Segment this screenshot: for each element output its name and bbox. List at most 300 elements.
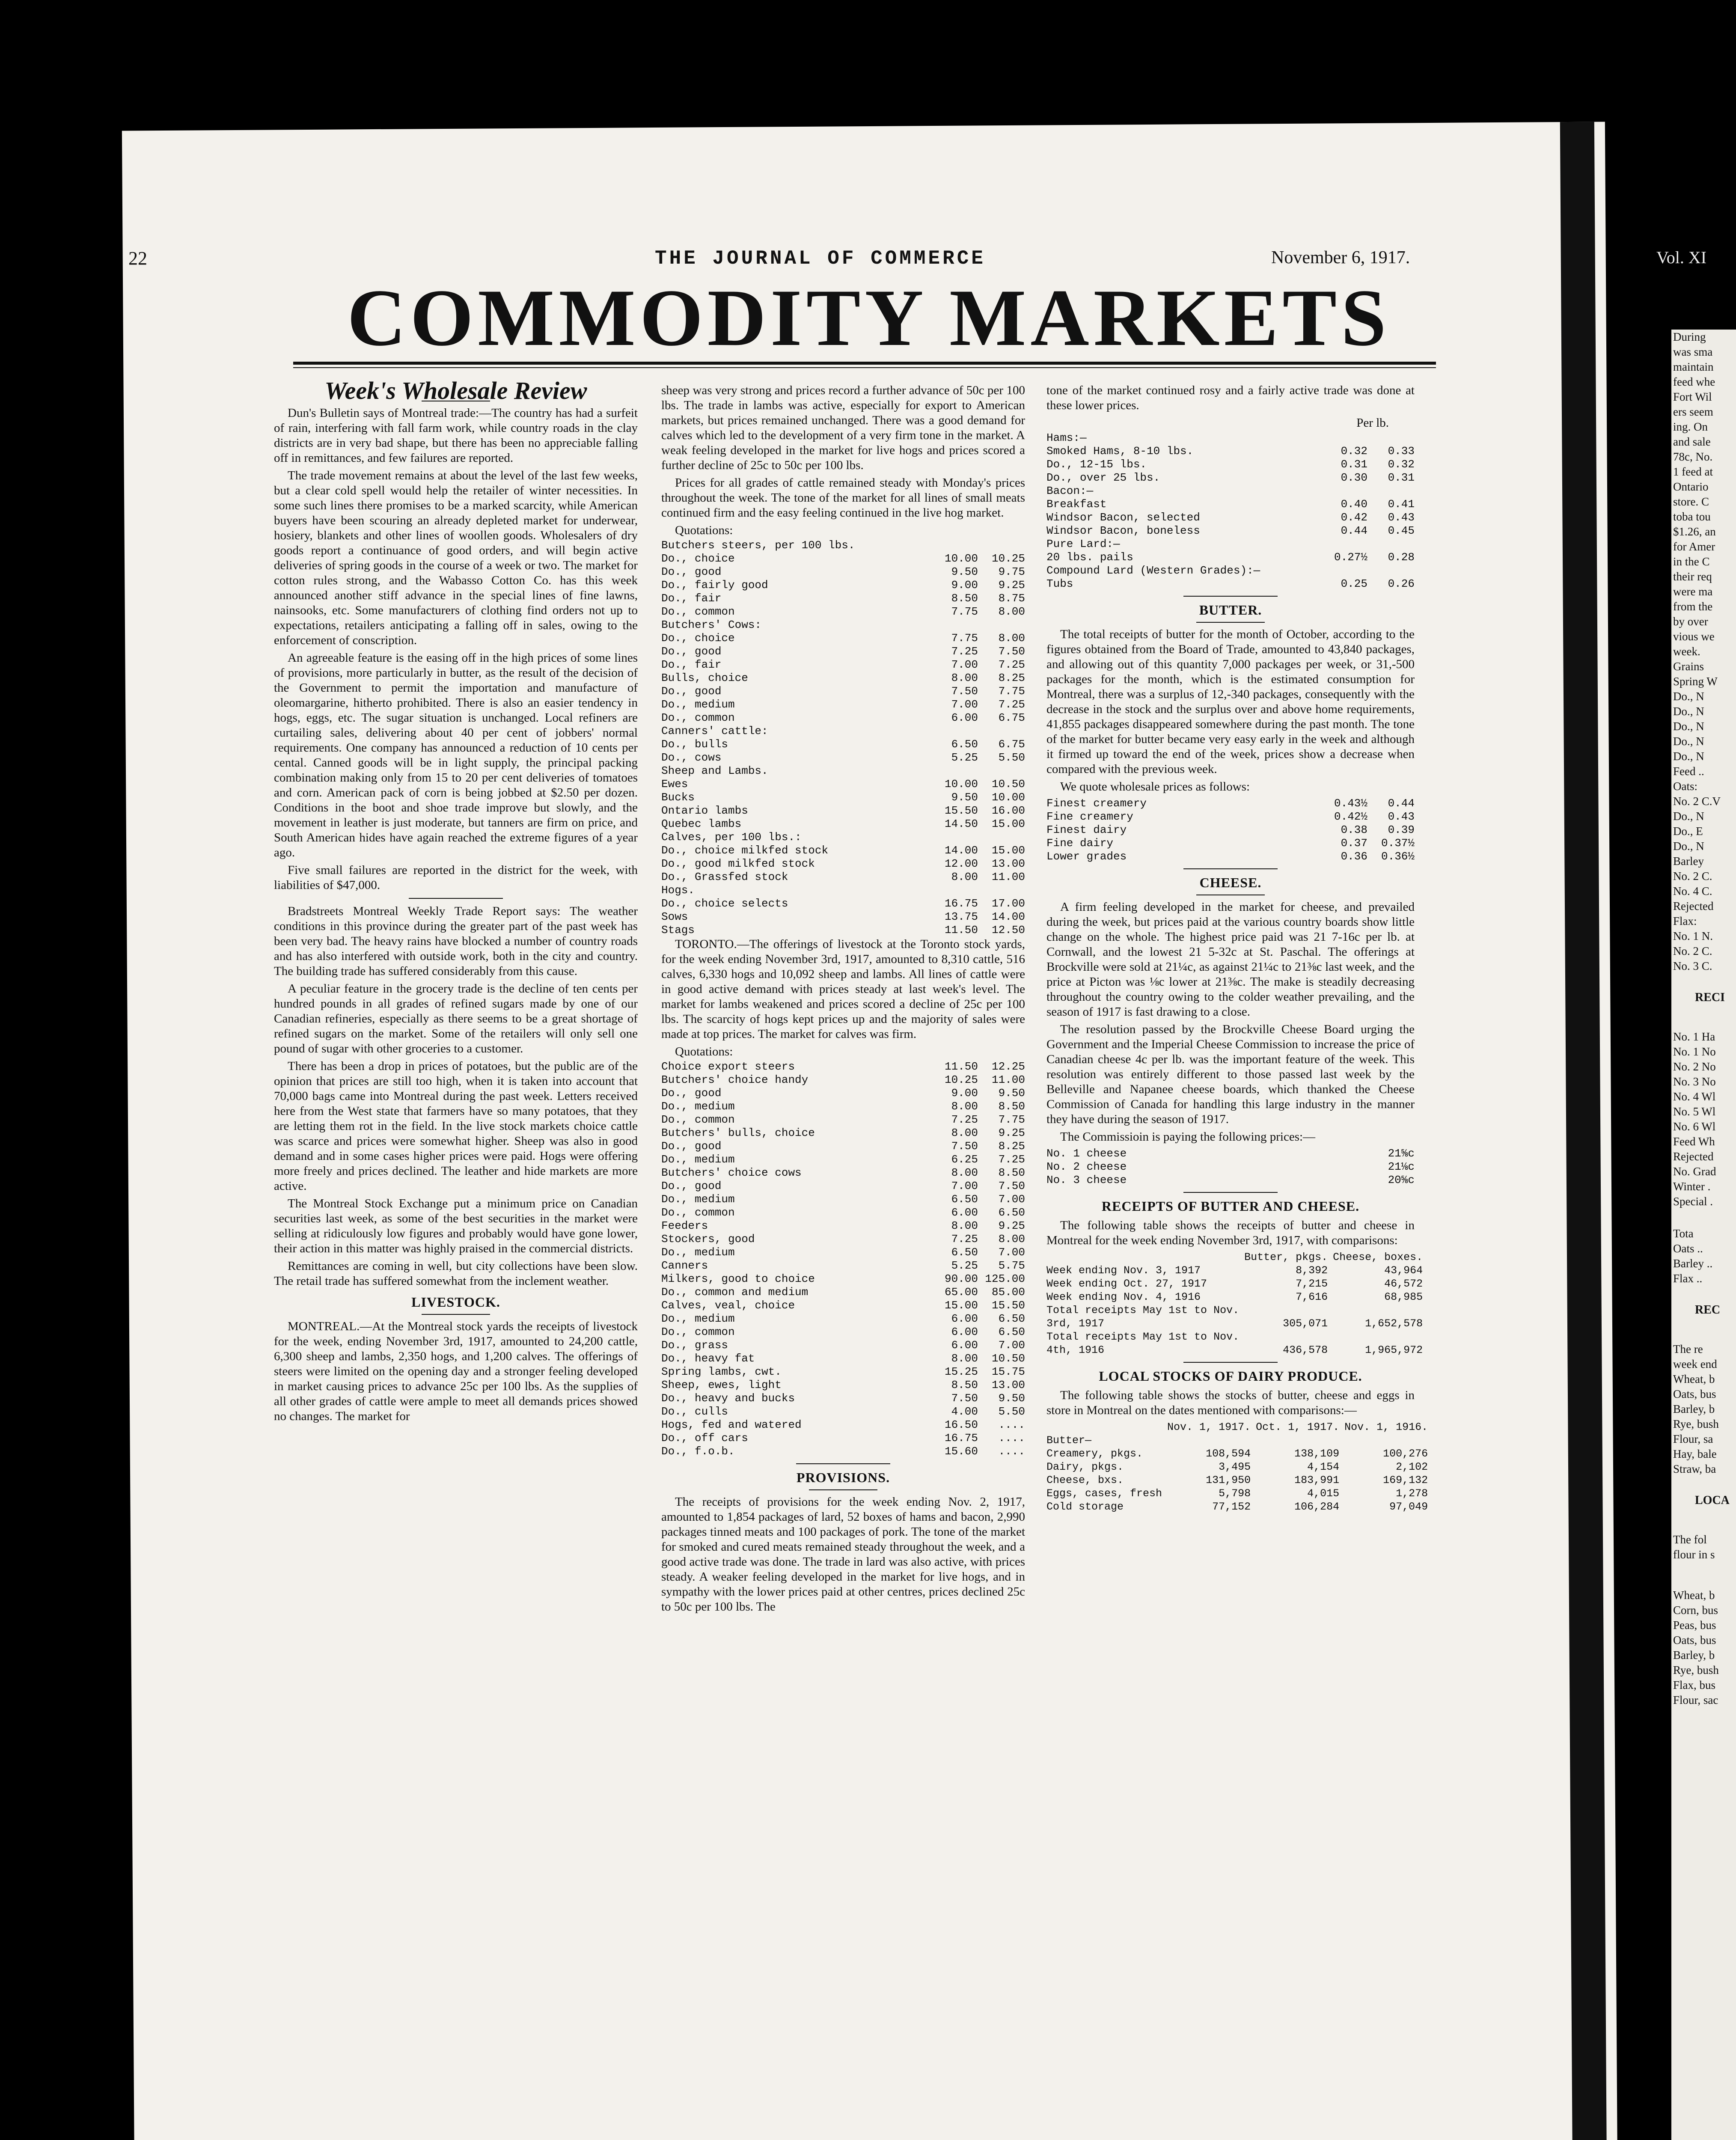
quote-row <box>1046 484 1415 498</box>
quote-value: .... <box>998 1418 1025 1431</box>
quote-value <box>931 764 978 778</box>
cell-value: 8,392 <box>1296 1264 1328 1277</box>
quote-value: 7.75 <box>998 1113 1025 1126</box>
quote-row <box>661 1140 1025 1153</box>
quote-label: Do., bulls <box>661 738 728 751</box>
quote-label: Milkers, good to choice <box>661 1272 815 1285</box>
quote-row <box>661 1166 1025 1180</box>
quote-row <box>661 1206 1025 1219</box>
row-label: Cheese, bxs. <box>1046 1474 1124 1486</box>
quote-value: 0.38 <box>1341 823 1367 836</box>
quote-row <box>661 618 1025 632</box>
facing-page-line: Hay, bale <box>1673 1447 1717 1460</box>
quote-label: Calves, veal, choice <box>661 1299 795 1312</box>
quote-label: Bacon:— <box>1046 484 1094 497</box>
facing-page-line: Flax: <box>1673 915 1697 927</box>
quote-row <box>661 804 1025 817</box>
quote-row <box>661 1087 1025 1100</box>
column-header: Nov. 1, 1916. <box>1344 1421 1428 1433</box>
cheese-resolution-text: The resolution passed by the Brockville Cheese Board urging the Government and the Imperial Cheese Commission to increase the price of Canadian cheese 4c per lb. was the important feature of the week. This resolution was entirely different to those passed last week by the Belleville and Napanee cheese boards, which thanked the Cheese Commission of Canada for handling this large industry in the manner they have during the season of 1917. <box>1046 1022 1415 1126</box>
quote-label: Butchers' bulls, choice <box>661 1126 815 1139</box>
quote-value: 7.50 <box>998 1180 1025 1192</box>
quote-value: 8.50 <box>951 1379 978 1391</box>
cell-value: 5,798 <box>1219 1487 1251 1500</box>
quote-value: 10.00 <box>991 791 1025 804</box>
quote-label: Do., choice selects <box>661 897 788 910</box>
quote-label: Do., fairly good <box>661 579 768 591</box>
quote-row <box>1046 511 1415 524</box>
quote-value: 10.25 <box>944 1073 978 1086</box>
quote-value: 9.50 <box>951 565 978 578</box>
livestock-text: MONTREAL.—At the Montreal stock yards the receipts of livestock for the week, ending November 3rd, 1917, amounted to 24,200 cattle, 6,300 sheep and lambs, 2,350 hogs, and 1,200 calves. The offerings of steers were limited on the opening day and a stronger feeling developed in market causing prices to advance 25c per 100 lbs. As the supplies of all other grades of cattle were ample to meet all demands prices showed no changes. The market for <box>274 1320 638 1423</box>
quote-value: 12.25 <box>991 1060 1025 1073</box>
facing-page-heading: LOCA <box>1695 1494 1730 1507</box>
facing-page-line: Barley, b <box>1673 1649 1715 1661</box>
quote-row <box>661 605 1025 618</box>
facing-page-line: in the C <box>1673 555 1710 568</box>
quote-row <box>1046 797 1415 810</box>
quote-value: 8.00 <box>998 605 1025 618</box>
quote-label: Canners' cattle: <box>661 725 768 737</box>
quote-value: 8.00 <box>951 672 978 684</box>
quote-label: Do., good milkfed stock <box>661 857 815 870</box>
row-label: Week ending Nov. 3, 1917 <box>1046 1264 1201 1277</box>
quote-label: Do., cows <box>661 751 722 764</box>
quote-value: 5.25 <box>951 1259 978 1272</box>
facing-page-line: Oats .. <box>1673 1242 1703 1255</box>
quote-label: Do., common <box>661 605 735 618</box>
facing-page-line: No. 2 C. <box>1673 870 1712 883</box>
quote-value: 14.00 <box>944 844 978 857</box>
quote-value: 0.43½ <box>1334 797 1367 810</box>
facing-page-line: Winter . <box>1673 1180 1711 1193</box>
facing-page-line: and sale <box>1673 435 1711 448</box>
quote-value <box>1367 484 1415 498</box>
quote-label: Do., f.o.b. <box>661 1445 735 1458</box>
quote-value: 7.25 <box>951 1233 978 1245</box>
quote-label: Windsor Bacon, selected <box>1046 511 1200 524</box>
facing-page-line: Do., N <box>1673 690 1704 703</box>
quote-row <box>661 698 1025 711</box>
quote-row <box>661 897 1025 910</box>
quote-label: Choice export steers <box>661 1060 795 1073</box>
facing-page-line: 1 feed at <box>1673 465 1713 478</box>
quote-value: 11.50 <box>944 924 978 936</box>
quote-value: 90.00 <box>944 1272 978 1285</box>
quote-value <box>978 618 1025 632</box>
column-header: Cheese, boxes. <box>1333 1251 1423 1263</box>
quote-label: Do., medium <box>661 1100 735 1113</box>
quote-value: 12.00 <box>944 857 978 870</box>
cheese-text: A firm feeling developed in the market for cheese, and prevailed during the week, but prices paid at the various country boards show little change on the whole. The highest price paid was 21 7-16c per lb. at Cornwall, and the lowest 21 5-32c at St. Paschal. The offerings at Brockville were sold at 21¼c, as against 21¼c to 21⅜c last week, and the price at Picton was ⅛c lower at 21⅜c. The make is steadily decreasing throughout the country owing to the colder weather prevailing, and the season of 1917 is fast drawing to a close. <box>1046 900 1415 1019</box>
quote-value: 125.00 <box>985 1272 1025 1285</box>
cell-value: 106,284 <box>1294 1501 1340 1513</box>
quote-value: 7.25 <box>951 1113 978 1126</box>
facing-page-line: Grains <box>1673 660 1704 673</box>
quote-row <box>661 884 1025 897</box>
quote-label: Sheep and Lambs. <box>661 764 768 777</box>
quote-value: 8.75 <box>998 592 1025 605</box>
quote-value: 9.25 <box>998 1219 1025 1232</box>
quote-row <box>661 592 1025 605</box>
quote-value <box>978 884 1025 897</box>
butter-prices <box>1046 797 1415 863</box>
quote-value <box>978 831 1025 844</box>
cheese-heading: CHEESE. <box>1199 875 1262 890</box>
quote-row <box>661 552 1025 565</box>
facing-page-line: Rejected <box>1673 900 1714 912</box>
table-row <box>1046 1460 1428 1474</box>
facing-page-line: Corn, bus <box>1673 1604 1718 1617</box>
quote-value: 13.00 <box>991 1379 1025 1391</box>
quote-value: 15.00 <box>991 844 1025 857</box>
facing-page-line: Tota <box>1673 1227 1694 1240</box>
facing-page-line: Straw, ba <box>1673 1462 1716 1475</box>
quote-row <box>661 565 1025 579</box>
quote-row <box>661 1060 1025 1073</box>
quote-label: Do., medium <box>661 1153 735 1166</box>
facing-page-line: their req <box>1673 570 1712 583</box>
quote-value: 11.00 <box>991 1073 1025 1086</box>
quote-label: Do., heavy fat <box>661 1352 755 1365</box>
quote-row <box>661 725 1025 738</box>
facing-page-line: No. 2 C. <box>1673 945 1712 957</box>
cell-value: 7,215 <box>1296 1278 1328 1290</box>
quote-row <box>661 1193 1025 1206</box>
quote-label: Finest creamery <box>1046 797 1147 810</box>
quote-value <box>931 618 978 632</box>
quote-value: 7.50 <box>951 1392 978 1405</box>
facing-page-line: Spring W <box>1673 675 1718 688</box>
quote-value: 6.75 <box>998 738 1025 751</box>
bradstreets-report-text <box>274 904 638 1289</box>
facing-page-line: Do., N <box>1673 750 1704 763</box>
paragraph: Five small failures are reported in the district for the week, with liabilities of $47,000. <box>274 863 638 892</box>
quote-label: Breakfast <box>1046 498 1107 511</box>
quote-value: 0.44 <box>1388 797 1415 810</box>
facing-page-line: Flour, sa <box>1673 1433 1713 1445</box>
row-label: 3rd, 1917 <box>1046 1317 1105 1330</box>
quote-value: 0.37½ <box>1381 837 1415 850</box>
quote-value: 20⅝c <box>1388 1174 1415 1186</box>
quote-value: 10.50 <box>991 1352 1025 1365</box>
facing-page-strip <box>1671 330 1736 2140</box>
montreal-quotations <box>661 539 1025 937</box>
quote-row <box>661 764 1025 778</box>
next-page-volume: Vol. XI <box>1656 248 1707 267</box>
quote-row <box>661 924 1025 937</box>
quote-value: 13.75 <box>944 910 978 923</box>
cell-value: 169,132 <box>1383 1474 1428 1486</box>
quote-value: .... <box>998 1432 1025 1444</box>
quote-label: Do., good <box>661 1140 722 1153</box>
column-header: Oct. 1, 1917. <box>1256 1421 1340 1433</box>
quote-value: 0.36 <box>1341 850 1367 863</box>
facing-page-line: No. 3 C. <box>1673 960 1712 972</box>
facing-page-line: Do., N <box>1673 735 1704 748</box>
quote-value: 5.75 <box>998 1259 1025 1272</box>
quote-row <box>661 1405 1025 1418</box>
row-label: Butter— <box>1046 1434 1092 1447</box>
local-stocks-table <box>1046 1421 1428 1513</box>
quote-value: 7.00 <box>951 698 978 711</box>
quote-value: 14.00 <box>991 910 1025 923</box>
facing-page-line: Flax .. <box>1673 1272 1703 1285</box>
cell-value: 138,109 <box>1294 1447 1340 1460</box>
quote-label: Ontario lambs <box>661 804 748 817</box>
quote-label: Quebec lambs <box>661 817 742 830</box>
quote-row <box>661 1339 1025 1352</box>
quote-row <box>1046 577 1415 591</box>
title-rule-thin <box>293 367 1436 368</box>
cell-value: 436,578 <box>1283 1344 1328 1356</box>
section-divider <box>1183 596 1278 597</box>
quote-value: 6.50 <box>998 1326 1025 1338</box>
quote-label: Do., heavy and bucks <box>661 1392 795 1405</box>
row-label: Eggs, cases, fresh <box>1046 1487 1162 1500</box>
quote-value: 16.00 <box>991 804 1025 817</box>
cell-value: 7,616 <box>1296 1291 1328 1303</box>
quote-label: Do., common and medium <box>661 1286 809 1299</box>
local-stocks-heading: LOCAL STOCKS OF DAIRY PRODUCE. <box>1099 1368 1362 1384</box>
quote-value: 85.00 <box>991 1286 1025 1299</box>
quote-value: 0.43 <box>1388 810 1415 823</box>
quote-label: No. 3 cheese <box>1046 1174 1127 1186</box>
quote-row <box>661 751 1025 764</box>
quote-label: No. 2 cheese <box>1046 1160 1127 1173</box>
table-row <box>1046 1304 1423 1317</box>
quote-value: 9.50 <box>998 1087 1025 1100</box>
facing-page-line: week. <box>1673 645 1700 658</box>
quote-value: 10.25 <box>991 552 1025 565</box>
quote-value: 15.50 <box>991 1299 1025 1312</box>
quote-row <box>661 685 1025 698</box>
quote-value: 0.40 <box>1341 498 1367 511</box>
quote-row <box>1046 810 1415 823</box>
quote-label: Do., good <box>661 1180 722 1192</box>
cell-value: 1,965,972 <box>1365 1344 1423 1356</box>
facing-page-heading: RECI <box>1695 991 1725 1004</box>
facing-page-line: Barley <box>1673 855 1704 868</box>
table-row <box>1046 1343 1423 1357</box>
quote-value <box>978 539 1025 552</box>
provisions-text: The receipts of provisions for the week ending Nov. 2, 1917, amounted to 1,854 packages of lard, 52 boxes of hams and bacon, 2,990 packages tinned meats and 100 packages of pork. The tone of the market for smoked and cured meats remained steady throughout the week, and a good active trade was done. The trade in lard was also active, with prices steady. A weaker feeling developed in the market for live hogs, and in sympathy with the lower prices paid at other centres, prices declined 25c to 50c per 100 lbs. The <box>661 1495 1025 1614</box>
row-label: Total receipts May 1st to Nov. <box>1046 1331 1240 1343</box>
quote-value: 7.00 <box>951 1180 978 1192</box>
quote-row <box>1046 524 1415 538</box>
quote-label: Do., good <box>661 685 722 698</box>
quote-label: Sows <box>661 910 688 923</box>
quote-label: Do., fair <box>661 592 722 605</box>
quote-label: Stags <box>661 924 695 936</box>
quote-value: 0.32 <box>1341 445 1367 458</box>
quote-value: 15.25 <box>944 1365 978 1378</box>
quote-row <box>661 817 1025 831</box>
quote-value: 17.00 <box>991 897 1025 910</box>
quote-value: 6.00 <box>951 1206 978 1219</box>
paragraph: An agreeable feature is the easing off in the high prices of some lines of provisions, more particularly in butter, as the result of the decision of the Government to permit the importation and manufacture of oleomargarine, hitherto prohibited. There is also an easier tendency in hogs, eggs, etc. The sugar situation is unchanged. Local refiners are curtailing sales, delivering about 40 per cent of jobbers' normal requirements. One company has announced a reduction of 10 cents per cental. Canned goods will be in light supply, the principal packing combination making only from 15 to 20 per cent deliveries of tomatoes and corn. American pack of corn is being jobbed at $2.50 per dozen. Conditions in the boot and shoe trade improve but slowly, and the movement in leather is just moderate, but tanners are firm on price, and South American hides have again reached the extreme figures of a year ago. <box>274 651 638 859</box>
quote-value: 9.75 <box>998 565 1025 578</box>
facing-page-line: Ontario <box>1673 480 1709 493</box>
quote-label: Compound Lard (Western Grades):— <box>1046 564 1260 577</box>
quote-label: No. 1 cheese <box>1046 1147 1127 1160</box>
quote-label: Stockers, good <box>661 1233 755 1245</box>
quote-row <box>661 1352 1025 1365</box>
quote-label: Do., good <box>661 1087 722 1100</box>
facing-page-line: week end <box>1673 1358 1717 1370</box>
quote-value: 16.75 <box>944 1432 978 1444</box>
quote-value: 11.00 <box>991 871 1025 883</box>
quote-value: 12.50 <box>991 924 1025 936</box>
table-row <box>1046 1474 1428 1487</box>
facing-page-line: flour in s <box>1673 1548 1715 1561</box>
quote-row <box>661 1113 1025 1126</box>
quote-row <box>661 1326 1025 1339</box>
quote-value: 9.00 <box>951 579 978 591</box>
cell-value: 183,991 <box>1294 1474 1340 1486</box>
cell-value <box>1239 1304 1328 1317</box>
column-1 <box>274 377 638 1427</box>
facing-page-line: The fol <box>1673 1533 1707 1546</box>
quote-value: 6.00 <box>951 711 978 724</box>
quote-label: Do., culls <box>661 1405 728 1418</box>
per-lb-label: Per lb. <box>1356 416 1389 430</box>
quote-value: 6.00 <box>951 1326 978 1338</box>
quote-label: Do., grass <box>661 1339 728 1352</box>
quote-value: 7.00 <box>951 658 978 671</box>
quote-value: 21⅛c <box>1388 1160 1415 1173</box>
quote-label: Sheep, ewes, light <box>661 1379 782 1391</box>
facing-page-line: Rye, bush <box>1673 1418 1719 1430</box>
facing-page-line: Feed Wh <box>1673 1135 1715 1148</box>
quote-value: 5.50 <box>998 1405 1025 1418</box>
facing-page-line: No. 5 Wl <box>1673 1105 1716 1118</box>
quote-row <box>661 632 1025 645</box>
facing-page-line: Do., N <box>1673 840 1704 853</box>
cell-value <box>1239 1330 1328 1343</box>
quote-value <box>978 764 1025 778</box>
duns-bulletin-text <box>274 406 638 893</box>
quotations-label: Quotations: <box>675 523 733 537</box>
quote-value <box>1320 431 1367 445</box>
quote-value: 7.25 <box>998 1153 1025 1166</box>
wholesale-review-heading: Week's Wholesale Review <box>324 377 587 404</box>
quote-value: 0.39 <box>1388 823 1415 836</box>
receipts-text: The following table shows the receipts of butter and cheese in Montreal for the week ending November 3rd, 1917, with comparisons: <box>1046 1219 1415 1247</box>
quote-value: 7.75 <box>951 605 978 618</box>
quote-row <box>661 1180 1025 1193</box>
cell-value: 100,276 <box>1383 1447 1428 1460</box>
cell-value: 3,495 <box>1219 1461 1251 1473</box>
quote-row <box>661 1312 1025 1326</box>
quote-value <box>978 725 1025 738</box>
quote-value: 0.42 <box>1341 511 1367 524</box>
quote-value: 6.00 <box>951 1312 978 1325</box>
paragraph: The trade movement remains at about the level of the last few weeks, but a clear cold spell would help the retailer of winter necessities. In some such lines there promises to be a marked scarcity, while American buyers have been scouring an already depleted market for underwear, hosiery, blankets and other lines of woollen goods. Wholesalers of dry goods report a continuance of good orders, and will begin active deliveries of spring goods in the course of a week or two. The market for cotton rules strong, and the Wabasso Cotton Co. has this week announced another stiff advance in the special lines of fine lawns, nainsooks, etc. Some manufacturers of clothing find orders not up to expectations, retailers anticipating a falling off in sales, owing to the enforcement of conscription. <box>274 469 638 647</box>
quote-value: 0.30 <box>1341 471 1367 484</box>
quote-value: 6.50 <box>951 738 978 751</box>
quote-row <box>661 579 1025 592</box>
quote-label: Do., medium <box>661 1246 735 1259</box>
facing-page-line: No. 4 Wl <box>1673 1090 1716 1103</box>
quote-label: Do., choice <box>661 552 735 565</box>
quote-value: 0.32 <box>1388 458 1415 471</box>
quote-value: 4.00 <box>951 1405 978 1418</box>
facing-page-line: Do., N <box>1673 720 1704 733</box>
quote-value: 15.00 <box>991 817 1025 830</box>
quote-row <box>661 1286 1025 1299</box>
quote-label: Do., medium <box>661 698 735 711</box>
table-row <box>1046 1330 1423 1343</box>
row-label: Week ending Oct. 27, 1917 <box>1046 1278 1207 1290</box>
quote-row <box>661 831 1025 844</box>
quote-value: 0.33 <box>1388 445 1415 458</box>
facing-page-line: Feed .. <box>1673 765 1704 778</box>
quote-value: 8.50 <box>951 592 978 605</box>
quote-value: 15.60 <box>944 1445 978 1458</box>
table-row <box>1046 1487 1428 1500</box>
quote-value: 5.50 <box>998 751 1025 764</box>
facing-page-line: maintain <box>1673 360 1714 373</box>
cell-value: 131,950 <box>1206 1474 1251 1486</box>
quote-value: 7.50 <box>998 645 1025 658</box>
quote-label: Feeders <box>661 1219 708 1232</box>
facing-page-line: Oats: <box>1673 780 1697 793</box>
facing-page-line: Rye, bush <box>1673 1664 1719 1676</box>
cell-value: 1,652,578 <box>1365 1317 1423 1330</box>
quote-label: Spring lambs, cwt. <box>661 1365 782 1378</box>
quote-label: Do., off cars <box>661 1432 748 1444</box>
quote-value: 10.00 <box>944 552 978 565</box>
quote-value: 9.25 <box>998 579 1025 591</box>
quote-value: 6.50 <box>951 1246 978 1259</box>
section-divider <box>1183 1192 1278 1193</box>
provisions-continued-text: tone of the market continued rosy and a fairly active trade was done at these lower prices. <box>1046 383 1415 412</box>
facing-page-line: Wheat, b <box>1673 1589 1715 1602</box>
heading-rule <box>809 1489 877 1490</box>
facing-page-line: $1.26, an <box>1673 525 1716 538</box>
quote-value: 8.50 <box>998 1166 1025 1179</box>
quote-value: 8.00 <box>998 1233 1025 1245</box>
quote-label: Canners <box>661 1259 708 1272</box>
quote-value: 7.00 <box>998 1246 1025 1259</box>
page-fold-shadow <box>1560 122 1607 2140</box>
quote-row <box>1046 1174 1415 1187</box>
quote-label: Pure Lard:— <box>1046 538 1120 550</box>
quote-value: 0.31 <box>1341 458 1367 471</box>
quote-value <box>1320 564 1367 577</box>
quotations-label: Quotations: <box>675 1045 733 1058</box>
quote-value: 8.25 <box>998 1140 1025 1153</box>
title-rule <box>293 362 1436 365</box>
quote-row <box>1046 551 1415 564</box>
facing-page-line: was sma <box>1673 345 1713 358</box>
facing-page-line: for Amer <box>1673 540 1715 553</box>
cell-value: 1,278 <box>1396 1487 1428 1500</box>
quote-value: 16.75 <box>944 897 978 910</box>
facing-page-line: store. C <box>1673 495 1709 508</box>
paragraph: Bradstreets Montreal Weekly Trade Report says: The weather conditions in this province during the greater part of the past week has been very bad. The heavy rains have blocked a number of country roads and has also interfered with outside work, both in the city and country. The building trade has suffered considerably from this cause. <box>274 904 638 978</box>
quote-row <box>1046 1160 1415 1174</box>
quote-row <box>661 1246 1025 1259</box>
facing-page-line: Fort Wil <box>1673 390 1712 403</box>
quote-value: .... <box>998 1445 1025 1458</box>
quote-value: 0.45 <box>1388 524 1415 537</box>
quote-row <box>1046 837 1415 850</box>
quote-value: 6.25 <box>951 1153 978 1166</box>
quote-value <box>931 725 978 738</box>
quote-row <box>661 1365 1025 1379</box>
